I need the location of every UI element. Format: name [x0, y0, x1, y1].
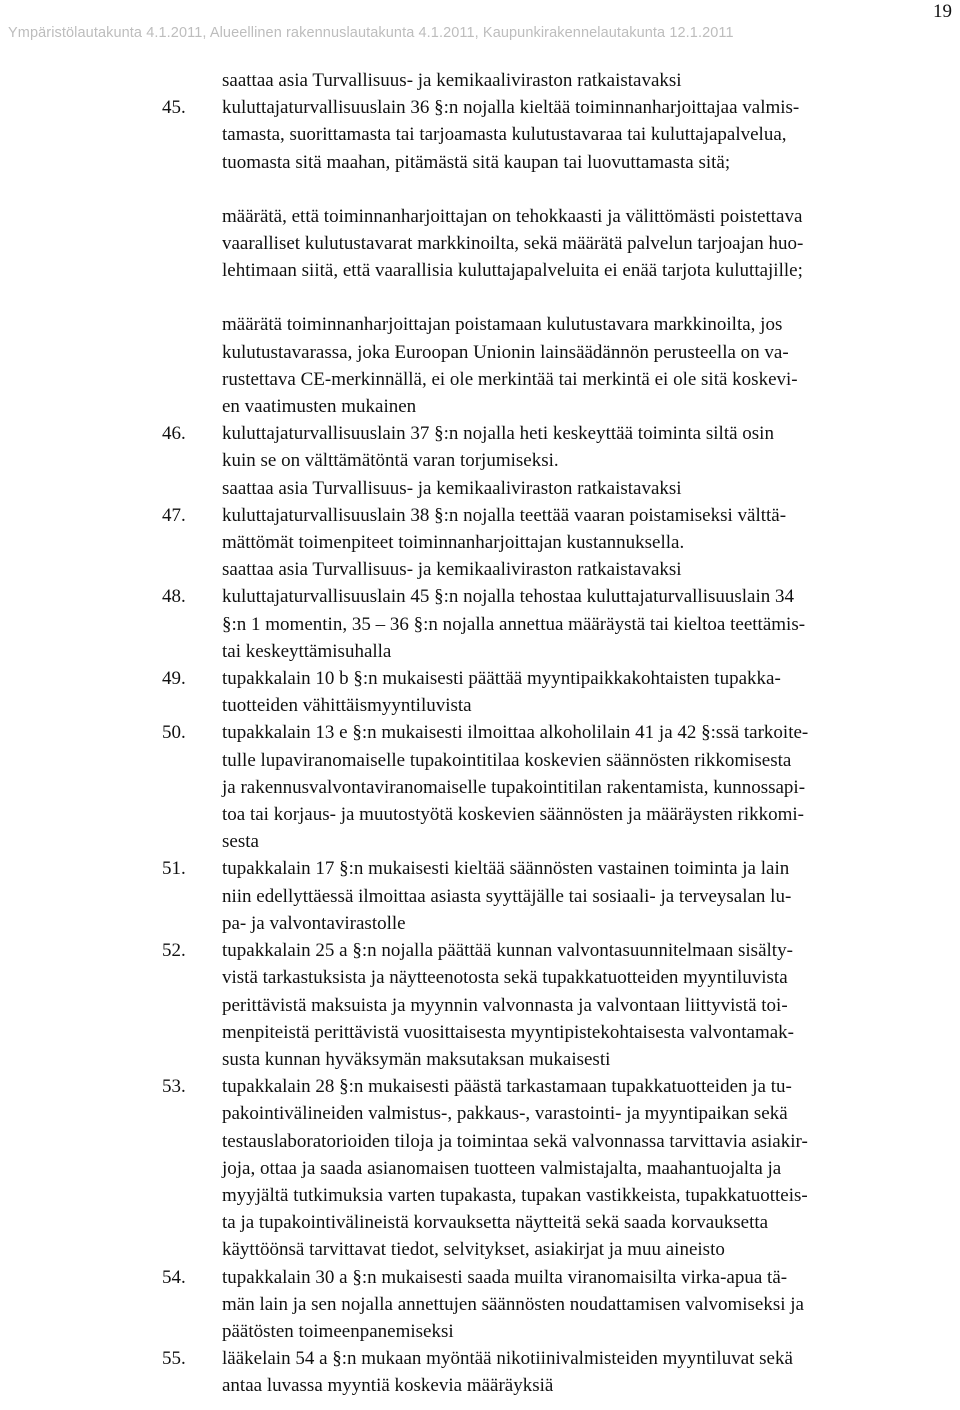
text-line: antaa luvassa myyntiä koskevia määräyksiä — [222, 1375, 554, 1397]
text-line: tulle lupaviranomaiselle tupakointitilaa koskevien säännösten rikkomisesta — [222, 749, 792, 771]
text-line: testauslaboratorioiden tiloja ja toimintaa sekä valvonnassa tarvittavia asiakir- — [222, 1130, 808, 1152]
item-number: 48. — [162, 586, 186, 608]
list-item — [162, 502, 952, 584]
text-line: myyjältä tutkimuksia varten tupakasta, tupakan vastikkeista, tupakkatuotteis- — [222, 1184, 808, 1206]
text-line: tupakkalain 10 b §:n mukaisesti päättää myyntipaikkakohtaisten tupakka- — [222, 668, 781, 690]
text-line: tuotteiden vähittäismyyntiluvista — [222, 695, 472, 717]
text-line: kuluttajaturvallisuuslain 45 §:n nojalla tehostaa kuluttajaturvallisuuslain 34 — [222, 586, 795, 608]
item-number: 53. — [162, 1076, 186, 1098]
paragraph — [162, 67, 952, 94]
list-item — [162, 855, 952, 937]
list-item — [162, 937, 952, 1073]
list-item — [162, 94, 952, 176]
text-line: saattaa asia Turvallisuus- ja kemikaaliviraston ratkaistavaksi — [222, 477, 682, 499]
text-line: tupakkalain 30 a §:n mukaisesti saada muilta viranomaisilta virka-apua tä- — [222, 1266, 788, 1288]
text-line: tupakkalain 28 §:n mukaisesti päästä tarkastamaan tupakkatuotteiden ja tu- — [222, 1076, 792, 1098]
text-line: vistä tarkastuksista ja näytteenotosta sekä tupakkatuotteiden myyntiluvista — [222, 967, 788, 989]
text-line: tupakkalain 13 e §:n mukaisesti ilmoittaa alkoholilain 41 ja 42 §:ssä tarkoite- — [222, 722, 809, 744]
text-line: kuin se on välttämätöntä varan torjumiseksi. — [222, 450, 559, 472]
item-number: 47. — [162, 504, 186, 526]
text-line: pa- ja valvontavirastolle — [222, 912, 406, 934]
text-line: kulutustavarassa, joka Euroopan Unionin lainsäädännön perusteella on va- — [222, 341, 789, 363]
text-line: perittävistä maksuista ja myynnin valvonnasta ja valvontaan liittyvistä toi- — [222, 994, 788, 1016]
text-line: lääkelain 54 a §:n mukaan myöntää nikotiinivalmisteiden myyntiluvat sekä — [222, 1348, 793, 1370]
text-line: tupakkalain 17 §:n mukaisesti kieltää säännösten vastainen toiminta ja lain — [222, 858, 790, 880]
text-line: niin edellyttäessä ilmoittaa asiasta syyttäjälle tai sosiaali- ja terveysalan lu- — [222, 885, 792, 907]
item-number: 52. — [162, 940, 186, 962]
text-line: tai keskeyttämisuhalla — [222, 640, 392, 662]
text-line: joja, ottaa ja saada asianomaisen tuotteen valmistajalta, maahantuojalta ja — [222, 1157, 782, 1179]
text-line: kuluttajaturvallisuuslain 37 §:n nojalla heti keskeyttää toiminta siltä osin — [222, 423, 774, 445]
text-line: tuomasta sitä maahan, pitämästä sitä kaupan tai luovuttamasta sitä; — [222, 151, 731, 173]
list-item — [162, 1073, 952, 1263]
paragraph — [162, 203, 952, 285]
text-line: §:n 1 momentin, 35 – 36 §:n nojalla annettua määräystä tai kieltoa teettämis- — [222, 613, 806, 635]
text-line: pakointivälineiden valmistus-, pakkaus-, varastointi- ja myyntipaikan sekä — [222, 1103, 788, 1125]
list-item — [162, 665, 952, 719]
list-item — [162, 583, 952, 665]
item-number: 55. — [162, 1348, 186, 1370]
text-line: en vaatimusten mukainen — [222, 396, 417, 418]
page-number: 19 — [933, 1, 952, 22]
text-line: määrätä, että toiminnanharjoittajan on tehokkaasti ja välittömästi poistettava — [222, 205, 803, 227]
paragraph — [162, 311, 952, 420]
text-line: susta kunnan hyväksymän maksutaksan mukaisesti — [222, 1048, 611, 1070]
item-number: 51. — [162, 858, 186, 880]
text-line: vaaralliset kulutustavarat markkinoilta, sekä määrätä palvelun tarjoajan huo- — [222, 233, 804, 255]
text-line: käyttöönsä tarvittavat tiedot, selvitykset, asiakirjat ja muu aineisto — [222, 1239, 725, 1261]
text-line: rustettava CE-merkinnällä, ei ole merkintää tai merkintä ei ole sitä koskevi- — [222, 368, 798, 390]
page-header — [0, 0, 960, 54]
text-line: kuluttajaturvallisuuslain 36 §:n nojalla kieltää toiminnanharjoittajaa valmis- — [222, 97, 800, 119]
text-line: kuluttajaturvallisuuslain 38 §:n nojalla teettää vaaran poistamiseksi välttä- — [222, 504, 787, 526]
text-line: määrätä toiminnanharjoittajan poistamaan kulutustavara markkinoilta, jos — [222, 314, 783, 336]
text-line: ja rakennusvalvontaviranomaiselle tupakointitilan rakentamista, kunnossapi- — [222, 776, 806, 798]
text-line: päätösten toimeenpanemiseksi — [222, 1320, 454, 1342]
item-number: 45. — [162, 97, 186, 119]
text-line: män lain ja sen nojalla annettujen säännösten noudattamisen valvomiseksi ja — [222, 1293, 804, 1315]
text-line: tupakkalain 25 a §:n nojalla päättää kunnan valvontasuunnitelmaan sisälty- — [222, 940, 793, 962]
list-item — [162, 719, 952, 855]
text-line: ta ja tupakointivälineistä korvauksetta näytteitä sekä saada korvauksetta — [222, 1212, 769, 1234]
text-line: menpiteistä perittävistä vuosittaisesta myyntipistekohtaisesta valvontamak- — [222, 1021, 794, 1043]
item-number: 54. — [162, 1266, 186, 1288]
text-line: saattaa asia Turvallisuus- ja kemikaaliviraston ratkaistavaksi — [222, 70, 682, 91]
text-line: saattaa asia Turvallisuus- ja kemikaaliviraston ratkaistavaksi — [222, 559, 682, 581]
paragraph-gap — [162, 176, 952, 203]
list-item — [162, 1264, 952, 1346]
text-line: lehtimaan siitä, että vaarallisia kuluttajapalveluita ei enää tarjota kuluttajille; — [222, 260, 803, 282]
item-number: 49. — [162, 668, 186, 690]
running-title: Ympäristölautakunta 4.1.2011, Alueellinen rakennuslautakunta 4.1.2011, Kaupunkirakennelautakunta 12.1.2011 — [8, 25, 734, 41]
text-line: mättömät toimenpiteet toiminnanharjoittajan kustannuksella. — [222, 532, 685, 554]
text-line: sesta — [222, 831, 259, 853]
list-item — [162, 1345, 952, 1399]
text-line: toa tai korjaus- ja muutostyötä koskevien säännösten ja määräysten rikkomi- — [222, 804, 804, 826]
item-number: 46. — [162, 423, 186, 445]
document-body — [162, 67, 952, 1400]
text-line: tamasta, suorittamasta tai tarjoamasta kulutustavaraa tai kuluttajapalvelua, — [222, 124, 787, 146]
list-item — [162, 420, 952, 502]
item-number: 50. — [162, 722, 186, 744]
paragraph-gap — [162, 284, 952, 311]
